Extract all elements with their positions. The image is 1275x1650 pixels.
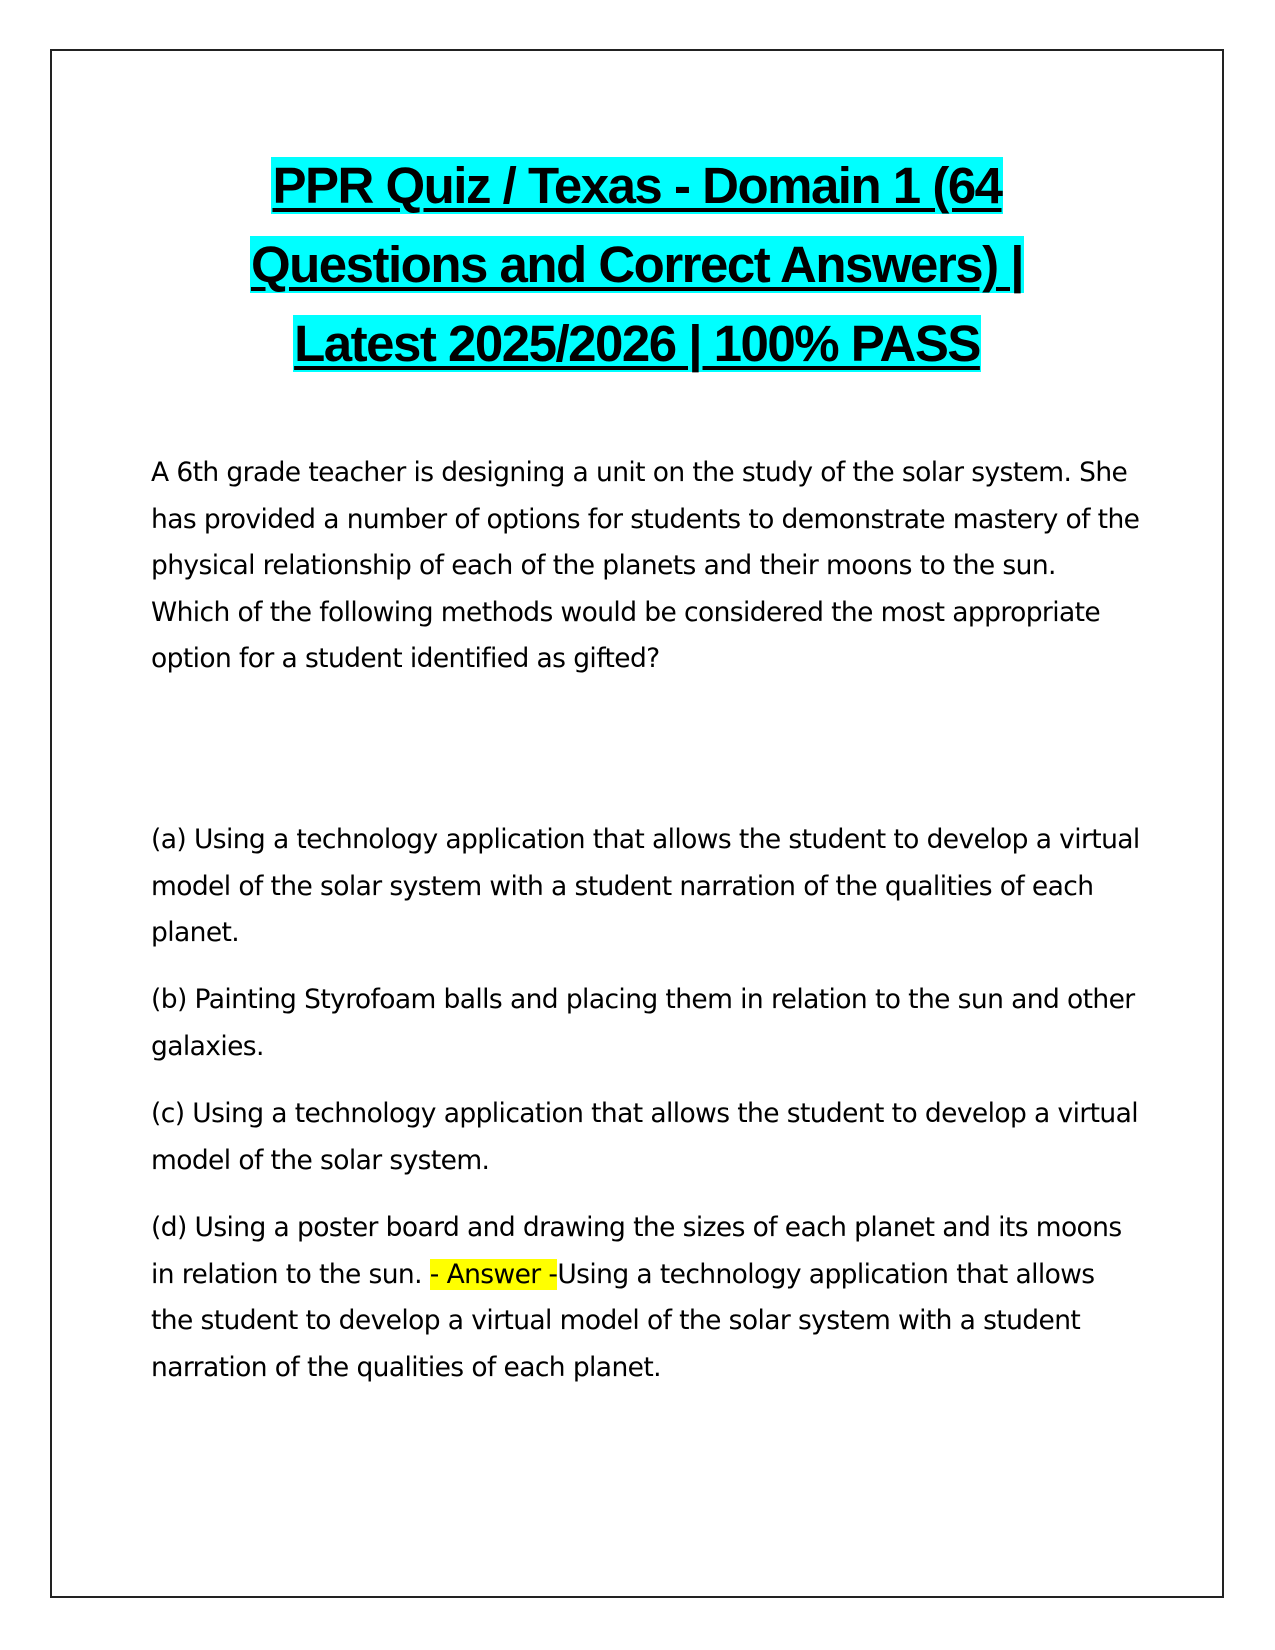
option-a: (a) Using a technology application that allows the student to develop a virtual model of the solar system with a student narration of the qualities of each planet. xyxy=(151,824,1140,948)
title-line-3: Latest 2025/2026 | 100% PASS xyxy=(294,315,980,372)
answer-text: Using a technology application that allows the student to develop a virtual model of the solar system with a student narration of the qualities of each planet. xyxy=(151,1258,1095,1383)
question-text: A 6th grade teacher is designing a unit on the study of the solar system. She has provided a number of options for students to demonstrate mastery of the physical relationship of each of the planets and their moons to the sun. Which of the following methods would be considered the most appropriate option for a student identified as gifted? xyxy=(151,457,1140,674)
answer-marker: - Answer - xyxy=(429,1258,558,1290)
title-line-2: Questions and Correct Answers) | xyxy=(250,236,1024,293)
document-title xyxy=(50,146,1224,383)
option-d-with-answer xyxy=(151,1205,1141,1391)
option-c: (c) Using a technology application that allows the student to develop a virtual model of the solar system. xyxy=(151,1098,1139,1176)
title-line-1: PPR Quiz / Texas - Domain 1 (64 xyxy=(272,157,1002,214)
option-b: (b) Painting Styrofoam balls and placing them in relation to the sun and other galaxies. xyxy=(151,984,1135,1062)
option-d-text: (d) Using a poster board and drawing the sizes of each planet and its moons in relation to the sun. xyxy=(151,1212,1122,1290)
